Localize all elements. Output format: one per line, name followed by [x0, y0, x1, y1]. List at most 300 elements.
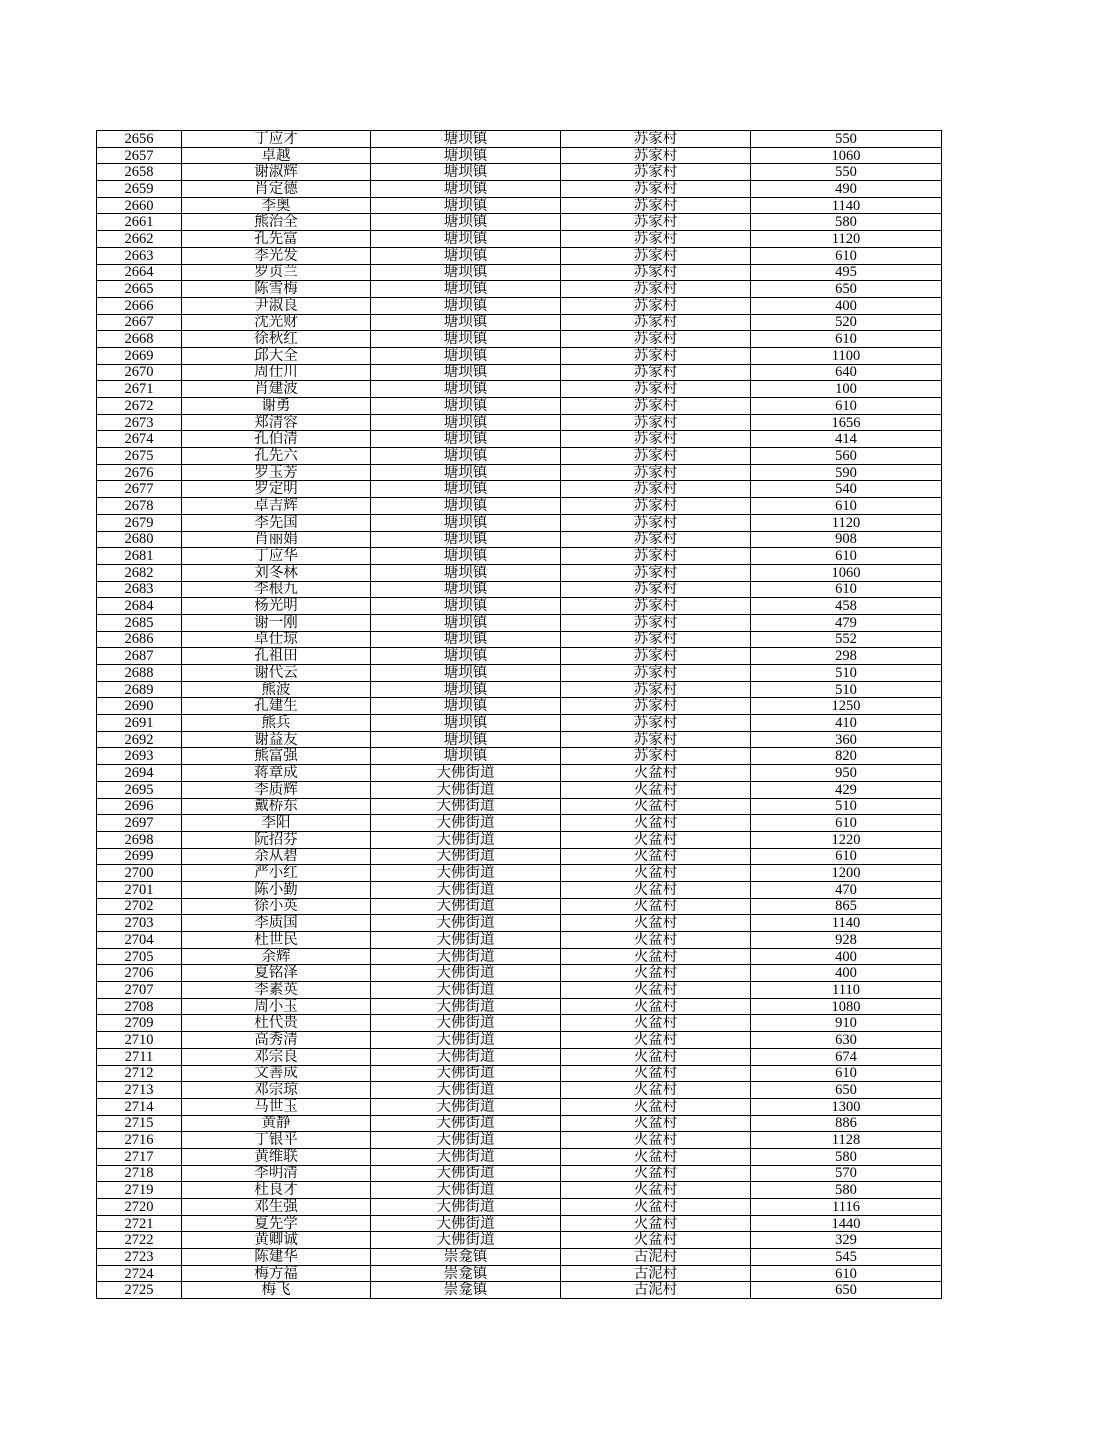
town-cell: 塘坝镇 — [371, 665, 561, 682]
town-cell: 大佛街道 — [371, 1098, 561, 1115]
town-cell: 大佛街道 — [371, 1065, 561, 1082]
village-cell: 火盆村 — [561, 1148, 751, 1165]
town-cell: 塘坝镇 — [371, 581, 561, 598]
row-number-cell: 2672 — [97, 398, 182, 415]
amount-cell: 886 — [751, 1115, 942, 1132]
row-number-cell: 2684 — [97, 598, 182, 615]
amount-cell: 1128 — [751, 1132, 942, 1149]
table-row — [97, 715, 942, 732]
name-cell: 肖丽娟 — [182, 531, 371, 548]
table-row — [97, 1132, 942, 1149]
village-cell: 苏家村 — [561, 264, 751, 281]
name-cell: 夏先学 — [182, 1215, 371, 1232]
table-row — [97, 281, 942, 298]
row-number-cell: 2703 — [97, 915, 182, 932]
amount-cell: 580 — [751, 1182, 942, 1199]
village-cell: 苏家村 — [561, 531, 751, 548]
amount-cell: 610 — [751, 498, 942, 515]
name-cell: 邓生强 — [182, 1199, 371, 1216]
village-cell: 火盆村 — [561, 865, 751, 882]
town-cell: 塘坝镇 — [371, 531, 561, 548]
row-number-cell: 2674 — [97, 431, 182, 448]
amount-cell: 650 — [751, 1282, 942, 1299]
amount-cell: 1120 — [751, 231, 942, 248]
town-cell: 大佛街道 — [371, 915, 561, 932]
table-row — [97, 1282, 942, 1299]
records-table — [96, 130, 942, 1299]
row-number-cell: 2719 — [97, 1182, 182, 1199]
town-cell: 大佛街道 — [371, 1015, 561, 1032]
amount-cell: 610 — [751, 247, 942, 264]
row-number-cell: 2697 — [97, 815, 182, 832]
table-row — [97, 1082, 942, 1099]
name-cell: 余辉 — [182, 948, 371, 965]
table-row — [97, 748, 942, 765]
name-cell: 丁应才 — [182, 131, 371, 148]
village-cell: 苏家村 — [561, 314, 751, 331]
name-cell: 刘冬林 — [182, 564, 371, 581]
name-cell: 梅飞 — [182, 1282, 371, 1299]
row-number-cell: 2659 — [97, 181, 182, 198]
table-row — [97, 264, 942, 281]
row-number-cell: 2683 — [97, 581, 182, 598]
row-number-cell: 2699 — [97, 848, 182, 865]
town-cell: 塘坝镇 — [371, 297, 561, 314]
village-cell: 火盆村 — [561, 898, 751, 915]
row-number-cell: 2686 — [97, 631, 182, 648]
town-cell: 塘坝镇 — [371, 648, 561, 665]
name-cell: 谢益友 — [182, 731, 371, 748]
table-row — [97, 1215, 942, 1232]
village-cell: 火盆村 — [561, 1232, 751, 1249]
table-row — [97, 1182, 942, 1199]
amount-cell: 610 — [751, 1265, 942, 1282]
village-cell: 火盆村 — [561, 1048, 751, 1065]
town-cell: 塘坝镇 — [371, 431, 561, 448]
table-row — [97, 314, 942, 331]
table-row — [97, 1165, 942, 1182]
table-row — [97, 648, 942, 665]
row-number-cell: 2688 — [97, 665, 182, 682]
village-cell: 火盆村 — [561, 1065, 751, 1082]
table-row — [97, 982, 942, 999]
row-number-cell: 2709 — [97, 1015, 182, 1032]
town-cell: 塘坝镇 — [371, 681, 561, 698]
amount-cell: 1060 — [751, 147, 942, 164]
name-cell: 李光发 — [182, 247, 371, 264]
town-cell: 塘坝镇 — [371, 264, 561, 281]
table-row — [97, 448, 942, 465]
row-number-cell: 2667 — [97, 314, 182, 331]
amount-cell: 640 — [751, 364, 942, 381]
name-cell: 谢一刚 — [182, 614, 371, 631]
row-number-cell: 2663 — [97, 247, 182, 264]
town-cell: 塘坝镇 — [371, 731, 561, 748]
row-number-cell: 2700 — [97, 865, 182, 882]
amount-cell: 1440 — [751, 1215, 942, 1232]
village-cell: 苏家村 — [561, 564, 751, 581]
village-cell: 火盆村 — [561, 881, 751, 898]
amount-cell: 580 — [751, 1148, 942, 1165]
table-row — [97, 598, 942, 615]
name-cell: 余从碧 — [182, 848, 371, 865]
row-number-cell: 2665 — [97, 281, 182, 298]
town-cell: 大佛街道 — [371, 765, 561, 782]
records-table-body — [97, 131, 942, 1299]
table-row — [97, 364, 942, 381]
amount-cell: 414 — [751, 431, 942, 448]
town-cell: 崇龛镇 — [371, 1282, 561, 1299]
village-cell: 火盆村 — [561, 1215, 751, 1232]
amount-cell: 1080 — [751, 998, 942, 1015]
table-row — [97, 1065, 942, 1082]
name-cell: 戴桥东 — [182, 798, 371, 815]
village-cell: 火盆村 — [561, 1082, 751, 1099]
amount-cell: 674 — [751, 1048, 942, 1065]
village-cell: 苏家村 — [561, 381, 751, 398]
name-cell: 夏铭泽 — [182, 965, 371, 982]
row-number-cell: 2658 — [97, 164, 182, 181]
town-cell: 大佛街道 — [371, 965, 561, 982]
village-cell: 苏家村 — [561, 214, 751, 231]
name-cell: 严小红 — [182, 865, 371, 882]
table-row — [97, 398, 942, 415]
table-row — [97, 331, 942, 348]
amount-cell: 1140 — [751, 915, 942, 932]
village-cell: 苏家村 — [561, 481, 751, 498]
name-cell: 周小玉 — [182, 998, 371, 1015]
town-cell: 大佛街道 — [371, 1148, 561, 1165]
name-cell: 邓宗良 — [182, 1048, 371, 1065]
table-row — [97, 948, 942, 965]
table-row — [97, 731, 942, 748]
town-cell: 塘坝镇 — [371, 414, 561, 431]
village-cell: 苏家村 — [561, 698, 751, 715]
town-cell: 大佛街道 — [371, 1132, 561, 1149]
table-row — [97, 1015, 942, 1032]
name-cell: 丁应华 — [182, 548, 371, 565]
name-cell: 杜代贵 — [182, 1015, 371, 1032]
name-cell: 卓吉辉 — [182, 498, 371, 515]
amount-cell: 495 — [751, 264, 942, 281]
town-cell: 大佛街道 — [371, 898, 561, 915]
amount-cell: 510 — [751, 665, 942, 682]
amount-cell: 1140 — [751, 197, 942, 214]
amount-cell: 910 — [751, 1015, 942, 1032]
amount-cell: 400 — [751, 965, 942, 982]
table-row — [97, 831, 942, 848]
village-cell: 苏家村 — [561, 164, 751, 181]
village-cell: 苏家村 — [561, 197, 751, 214]
row-number-cell: 2692 — [97, 731, 182, 748]
row-number-cell: 2710 — [97, 1032, 182, 1049]
town-cell: 大佛街道 — [371, 1232, 561, 1249]
row-number-cell: 2678 — [97, 498, 182, 515]
village-cell: 火盆村 — [561, 1032, 751, 1049]
row-number-cell: 2707 — [97, 982, 182, 999]
village-cell: 苏家村 — [561, 364, 751, 381]
amount-cell: 650 — [751, 1082, 942, 1099]
town-cell: 塘坝镇 — [371, 197, 561, 214]
town-cell: 大佛街道 — [371, 1165, 561, 1182]
amount-cell: 1110 — [751, 982, 942, 999]
village-cell: 火盆村 — [561, 1165, 751, 1182]
row-number-cell: 2725 — [97, 1282, 182, 1299]
village-cell: 苏家村 — [561, 715, 751, 732]
row-number-cell: 2676 — [97, 464, 182, 481]
village-cell: 火盆村 — [561, 1015, 751, 1032]
name-cell: 李质国 — [182, 915, 371, 932]
village-cell: 苏家村 — [561, 614, 751, 631]
row-number-cell: 2675 — [97, 448, 182, 465]
table-row — [97, 531, 942, 548]
row-number-cell: 2722 — [97, 1232, 182, 1249]
table-row — [97, 164, 942, 181]
village-cell: 火盆村 — [561, 982, 751, 999]
village-cell: 苏家村 — [561, 731, 751, 748]
town-cell: 崇龛镇 — [371, 1265, 561, 1282]
village-cell: 火盆村 — [561, 932, 751, 949]
table-row — [97, 247, 942, 264]
town-cell: 塘坝镇 — [371, 331, 561, 348]
amount-cell: 610 — [751, 1065, 942, 1082]
village-cell: 苏家村 — [561, 598, 751, 615]
amount-cell: 1200 — [751, 865, 942, 882]
amount-cell: 1100 — [751, 347, 942, 364]
row-number-cell: 2693 — [97, 748, 182, 765]
table-row — [97, 214, 942, 231]
row-number-cell: 2690 — [97, 698, 182, 715]
name-cell: 尹淑良 — [182, 297, 371, 314]
amount-cell: 545 — [751, 1249, 942, 1266]
village-cell: 火盆村 — [561, 1182, 751, 1199]
town-cell: 塘坝镇 — [371, 214, 561, 231]
name-cell: 陈建华 — [182, 1249, 371, 1266]
row-number-cell: 2705 — [97, 948, 182, 965]
village-cell: 苏家村 — [561, 548, 751, 565]
amount-cell: 360 — [751, 731, 942, 748]
row-number-cell: 2714 — [97, 1098, 182, 1115]
row-number-cell: 2723 — [97, 1249, 182, 1266]
amount-cell: 865 — [751, 898, 942, 915]
town-cell: 大佛街道 — [371, 1032, 561, 1049]
name-cell: 卓仕琼 — [182, 631, 371, 648]
village-cell: 火盆村 — [561, 915, 751, 932]
table-row — [97, 898, 942, 915]
town-cell: 大佛街道 — [371, 865, 561, 882]
amount-cell: 490 — [751, 181, 942, 198]
name-cell: 谢代云 — [182, 665, 371, 682]
table-row — [97, 1098, 942, 1115]
table-row — [97, 431, 942, 448]
village-cell: 苏家村 — [561, 581, 751, 598]
table-row — [97, 614, 942, 631]
table-row — [97, 1232, 942, 1249]
town-cell: 大佛街道 — [371, 1082, 561, 1099]
name-cell: 卓越 — [182, 147, 371, 164]
row-number-cell: 2657 — [97, 147, 182, 164]
village-cell: 火盆村 — [561, 948, 751, 965]
village-cell: 苏家村 — [561, 748, 751, 765]
name-cell: 郑清容 — [182, 414, 371, 431]
amount-cell: 298 — [751, 648, 942, 665]
village-cell: 苏家村 — [561, 231, 751, 248]
row-number-cell: 2706 — [97, 965, 182, 982]
row-number-cell: 2662 — [97, 231, 182, 248]
village-cell: 苏家村 — [561, 681, 751, 698]
name-cell: 肖建波 — [182, 381, 371, 398]
amount-cell: 610 — [751, 581, 942, 598]
row-number-cell: 2680 — [97, 531, 182, 548]
table-row — [97, 147, 942, 164]
name-cell: 黄维联 — [182, 1148, 371, 1165]
name-cell: 蒋章成 — [182, 765, 371, 782]
town-cell: 塘坝镇 — [371, 314, 561, 331]
row-number-cell: 2715 — [97, 1115, 182, 1132]
name-cell: 梅方福 — [182, 1265, 371, 1282]
amount-cell: 510 — [751, 681, 942, 698]
village-cell: 苏家村 — [561, 131, 751, 148]
name-cell: 李明清 — [182, 1165, 371, 1182]
town-cell: 塘坝镇 — [371, 548, 561, 565]
town-cell: 塘坝镇 — [371, 598, 561, 615]
town-cell: 大佛街道 — [371, 881, 561, 898]
row-number-cell: 2708 — [97, 998, 182, 1015]
village-cell: 火盆村 — [561, 965, 751, 982]
name-cell: 熊富强 — [182, 748, 371, 765]
village-cell: 火盆村 — [561, 998, 751, 1015]
amount-cell: 458 — [751, 598, 942, 615]
row-number-cell: 2712 — [97, 1065, 182, 1082]
amount-cell: 610 — [751, 548, 942, 565]
amount-cell: 590 — [751, 464, 942, 481]
name-cell: 罗定明 — [182, 481, 371, 498]
village-cell: 苏家村 — [561, 181, 751, 198]
name-cell: 周仕川 — [182, 364, 371, 381]
name-cell: 熊波 — [182, 681, 371, 698]
town-cell: 塘坝镇 — [371, 715, 561, 732]
town-cell: 塘坝镇 — [371, 464, 561, 481]
town-cell: 崇龛镇 — [371, 1249, 561, 1266]
table-row — [97, 1199, 942, 1216]
name-cell: 李质辉 — [182, 781, 371, 798]
name-cell: 邱大全 — [182, 347, 371, 364]
row-number-cell: 2718 — [97, 1165, 182, 1182]
name-cell: 熊兵 — [182, 715, 371, 732]
row-number-cell: 2685 — [97, 614, 182, 631]
town-cell: 塘坝镇 — [371, 381, 561, 398]
name-cell: 李先国 — [182, 514, 371, 531]
amount-cell: 410 — [751, 715, 942, 732]
row-number-cell: 2681 — [97, 548, 182, 565]
town-cell: 塘坝镇 — [371, 364, 561, 381]
town-cell: 塘坝镇 — [371, 631, 561, 648]
amount-cell: 552 — [751, 631, 942, 648]
row-number-cell: 2656 — [97, 131, 182, 148]
table-row — [97, 581, 942, 598]
row-number-cell: 2698 — [97, 831, 182, 848]
row-number-cell: 2696 — [97, 798, 182, 815]
town-cell: 塘坝镇 — [371, 164, 561, 181]
table-row — [97, 548, 942, 565]
name-cell: 杜良才 — [182, 1182, 371, 1199]
amount-cell: 928 — [751, 932, 942, 949]
name-cell: 李根九 — [182, 581, 371, 598]
table-row — [97, 514, 942, 531]
row-number-cell: 2671 — [97, 381, 182, 398]
town-cell: 塘坝镇 — [371, 564, 561, 581]
village-cell: 苏家村 — [561, 398, 751, 415]
row-number-cell: 2682 — [97, 564, 182, 581]
amount-cell: 479 — [751, 614, 942, 631]
amount-cell: 400 — [751, 948, 942, 965]
name-cell: 阮招芬 — [182, 831, 371, 848]
row-number-cell: 2694 — [97, 765, 182, 782]
village-cell: 苏家村 — [561, 331, 751, 348]
amount-cell: 650 — [751, 281, 942, 298]
amount-cell: 1060 — [751, 564, 942, 581]
village-cell: 火盆村 — [561, 848, 751, 865]
table-row — [97, 681, 942, 698]
town-cell: 大佛街道 — [371, 932, 561, 949]
table-row — [97, 131, 942, 148]
row-number-cell: 2704 — [97, 932, 182, 949]
town-cell: 塘坝镇 — [371, 347, 561, 364]
village-cell: 苏家村 — [561, 498, 751, 515]
village-cell: 古泥村 — [561, 1249, 751, 1266]
village-cell: 古泥村 — [561, 1282, 751, 1299]
table-row — [97, 464, 942, 481]
name-cell: 陈雪梅 — [182, 281, 371, 298]
amount-cell: 100 — [751, 381, 942, 398]
table-row — [97, 481, 942, 498]
amount-cell: 510 — [751, 798, 942, 815]
village-cell: 火盆村 — [561, 765, 751, 782]
row-number-cell: 2677 — [97, 481, 182, 498]
table-row — [97, 698, 942, 715]
town-cell: 大佛街道 — [371, 815, 561, 832]
table-row — [97, 881, 942, 898]
town-cell: 大佛街道 — [371, 1048, 561, 1065]
amount-cell: 429 — [751, 781, 942, 798]
village-cell: 苏家村 — [561, 648, 751, 665]
name-cell: 陈小勤 — [182, 881, 371, 898]
amount-cell: 540 — [751, 481, 942, 498]
village-cell: 苏家村 — [561, 281, 751, 298]
town-cell: 大佛街道 — [371, 948, 561, 965]
amount-cell: 580 — [751, 214, 942, 231]
row-number-cell: 2720 — [97, 1199, 182, 1216]
name-cell: 罗贞兰 — [182, 264, 371, 281]
amount-cell: 570 — [751, 1165, 942, 1182]
name-cell: 谢勇 — [182, 398, 371, 415]
name-cell: 高秀清 — [182, 1032, 371, 1049]
amount-cell: 550 — [751, 131, 942, 148]
name-cell: 杜世民 — [182, 932, 371, 949]
name-cell: 孔先富 — [182, 231, 371, 248]
name-cell: 孔建生 — [182, 698, 371, 715]
table-row — [97, 965, 942, 982]
amount-cell: 1120 — [751, 514, 942, 531]
amount-cell: 1220 — [751, 831, 942, 848]
table-row — [97, 347, 942, 364]
table-row — [97, 815, 942, 832]
town-cell: 大佛街道 — [371, 781, 561, 798]
row-number-cell: 2691 — [97, 715, 182, 732]
town-cell: 大佛街道 — [371, 982, 561, 999]
table-row — [97, 231, 942, 248]
town-cell: 塘坝镇 — [371, 481, 561, 498]
